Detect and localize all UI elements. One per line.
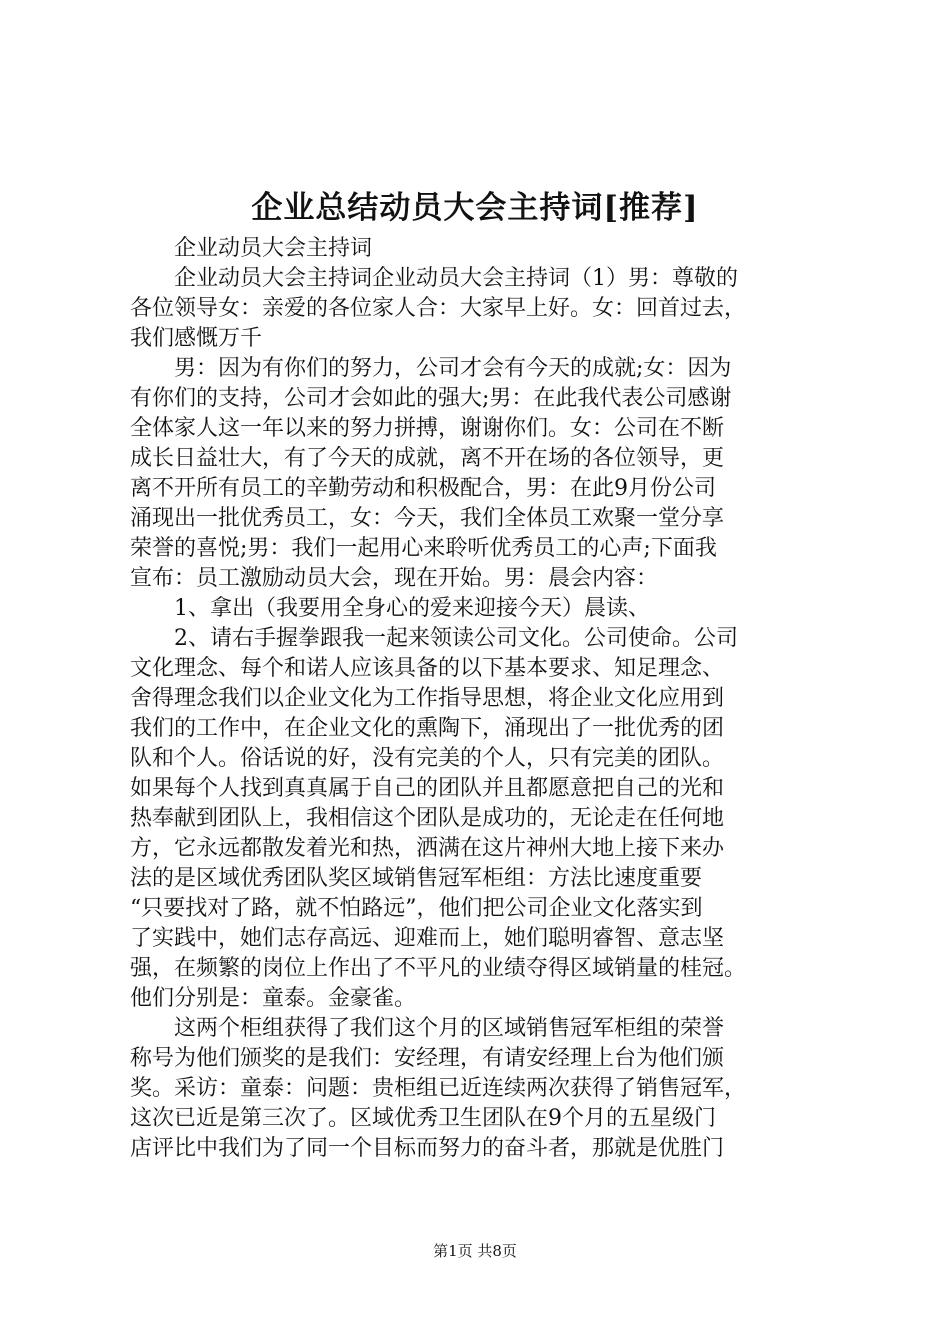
body-line: 文化理念、每个和诺人应该具备的以下基本要求、知足理念、	[130, 656, 725, 681]
body-line: 这次已近是第三次了。区域优秀卫生团队在9个月的五星级门	[130, 1106, 716, 1131]
body-line: 奖。采访：童泰：问题：贵柜组已近连续两次获得了销售冠军，	[130, 1076, 747, 1101]
body-line: 成长日益壮大，有了今天的成就，离不开在场的各位领导，更	[130, 446, 725, 471]
body-line: 2、请右手握拳跟我一起来领读公司文化。公司使命。公司	[174, 626, 738, 651]
body-line: 店评比中我们为了同一个目标而努力的奋斗者，那就是优胜门	[130, 1136, 725, 1161]
body-line: 1、拿出（我要用全身心的爱来迎接今天）晨读、	[174, 596, 650, 621]
body-line: 离不开所有员工的辛勤劳动和积极配合，男：在此9月份公司	[130, 476, 716, 501]
body-line: “只要找对了路，就不怕路远”，他们把公司企业文化落实到	[130, 896, 703, 921]
body-line: 舍得理念我们以企业文化为工作指导思想，将企业文化应用到	[130, 686, 725, 711]
document-title: 企业总结动员大会主持词[推荐]	[251, 190, 699, 226]
body-line: 有你们的支持，公司才会如此的强大;男：在此我代表公司感谢	[130, 386, 732, 411]
body-line: 这两个柜组获得了我们这个月的区域销售冠军柜组的荣誉	[174, 1016, 725, 1041]
body-line: 企业动员大会主持词	[174, 236, 373, 261]
body-line: 了实践中，她们志存高远、迎难而上，她们聪明睿智、意志坚	[130, 926, 725, 951]
body-line: 男：因为有你们的努力，公司才会有今天的成就;女：因为	[174, 356, 732, 381]
body-line: 强，在频繁的岗位上作出了不平凡的业绩夺得区域销量的桂冠。	[130, 956, 747, 981]
body-line: 方，它永远都散发着光和热，洒满在这片神州大地上接下来办	[130, 836, 725, 861]
body-line: 如果每个人找到真真属于自己的团队并且都愿意把自己的光和	[130, 776, 725, 801]
body-line: 称号为他们颁奖的是我们：安经理，有请安经理上台为他们颁	[130, 1046, 725, 1071]
body-line: 他们分别是：童泰。金豪雀。	[130, 986, 417, 1011]
body-line: 法的是区域优秀团队奖区域销售冠军柜组：方法比速度重要	[130, 866, 703, 891]
body-line: 全体家人这一年以来的努力拼搏，谢谢你们。女：公司在不断	[130, 416, 725, 441]
body-line: 宣布：员工激励动员大会，现在开始。男：晨会内容：	[130, 566, 659, 591]
page-number: 第1页 共8页	[433, 1242, 517, 1260]
body-line: 我们的工作中，在企业文化的熏陶下，涌现出了一批优秀的团	[130, 716, 725, 741]
body-line: 涌现出一批优秀员工，女：今天，我们全体员工欢聚一堂分享	[130, 506, 725, 531]
body-line: 荣誉的喜悦;男：我们一起用心来聆听优秀员工的心声;下面我	[130, 536, 717, 561]
body-line: 我们感慨万千	[130, 326, 263, 351]
body-line: 各位领导女：亲爱的各位家人合：大家早上好。女：回首过去，	[130, 296, 747, 321]
document-body	[130, 234, 830, 1164]
body-line: 队和个人。俗话说的好，没有完美的个人，只有完美的团队。	[130, 746, 725, 771]
body-line: 企业动员大会主持词企业动员大会主持词（1）男：尊敬的	[174, 266, 738, 291]
body-line: 热奉献到团队上，我相信这个团队是成功的，无论走在任何地	[130, 806, 725, 831]
